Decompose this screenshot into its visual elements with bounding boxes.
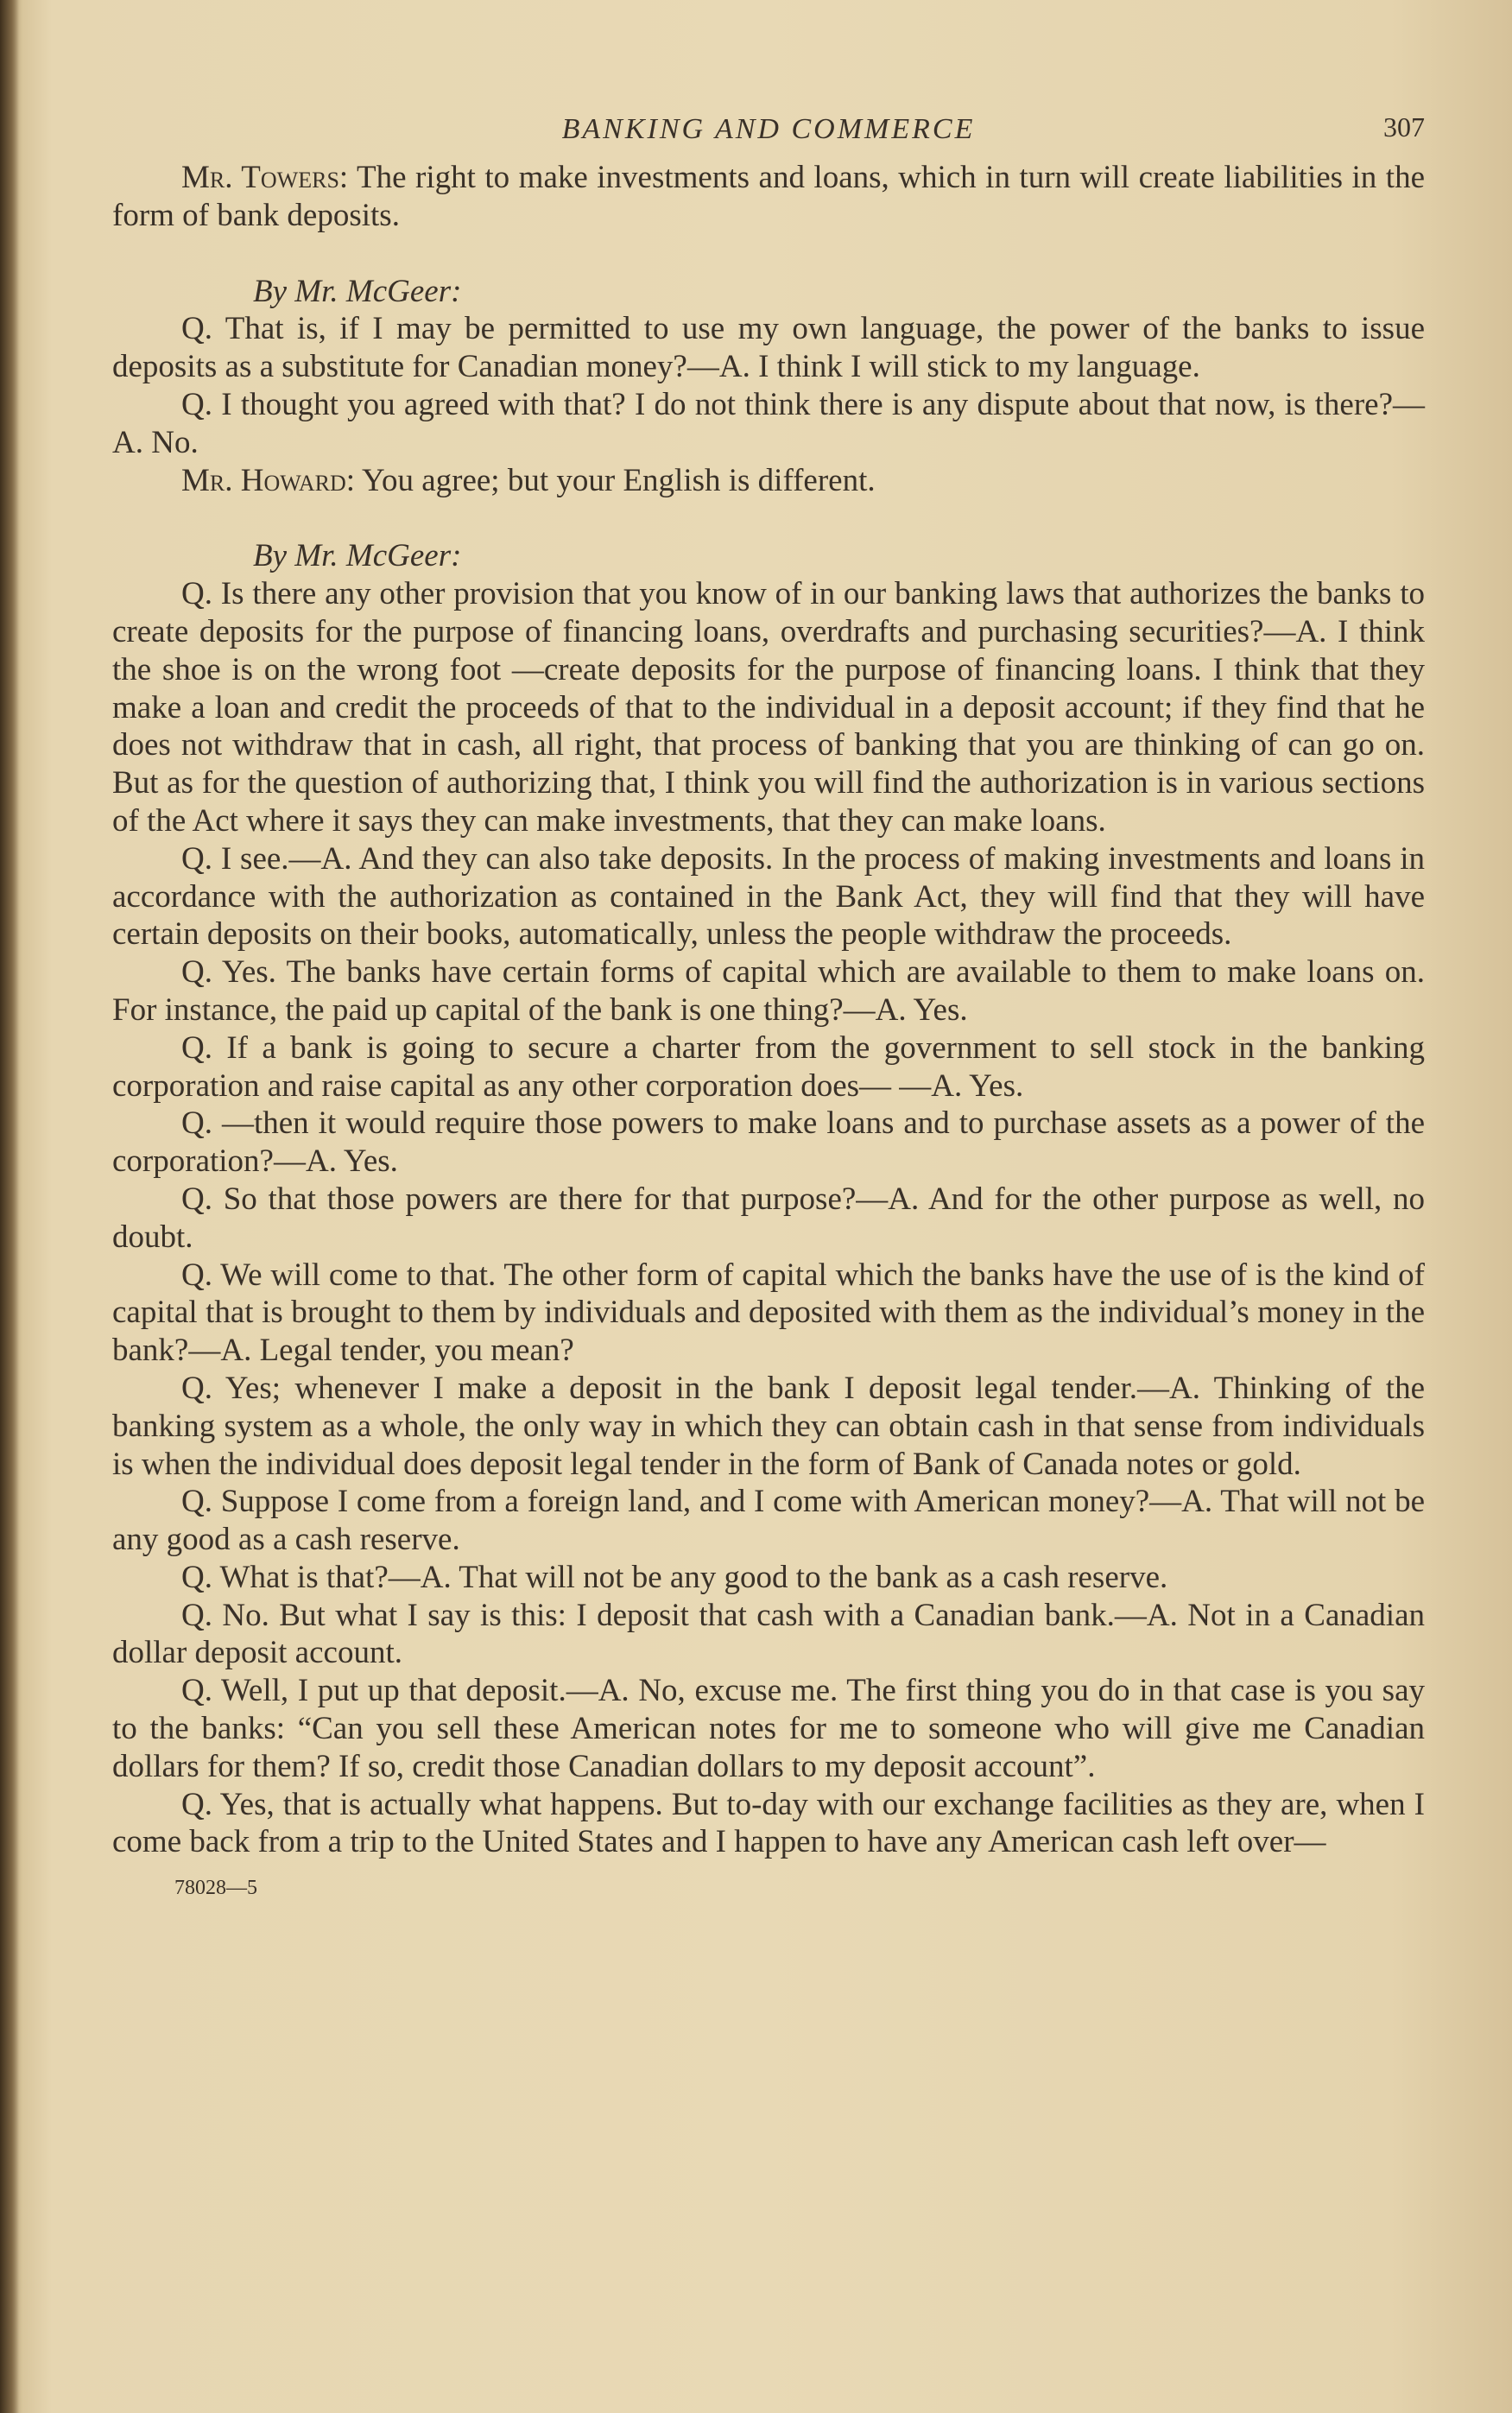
page-text-block (112, 102, 1425, 1908)
paragraph: Q. Suppose I come from a foreign land, and I come with American money?—A. That will not be any good as a cash reserve. (112, 1484, 1425, 1558)
speaker-name: Mr. Howard (181, 462, 346, 498)
paragraph: Q. What is that?—A. That will not be any good to the bank as a cash reserve. (181, 1559, 1168, 1595)
print-code: 78028—5 (174, 1877, 257, 1900)
paragraph-text: : You agree; but your English is different. (345, 462, 876, 498)
paragraph (112, 159, 1425, 235)
page-header (112, 102, 1425, 159)
paragraph: Q. Yes. The banks have certain forms of capital which are available to them to make loans on. For instance, the paid up capital of the bank is one thing?—A. Yes. (112, 954, 1425, 1028)
examiner-heading: By Mr. McGeer: (253, 273, 462, 309)
paragraph: Q. I thought you agreed with that? I do not think there is any dispute about that now, is there?—A. No. (112, 386, 1425, 460)
paragraph: Q. No. But what I say is this: I deposit that cash with a Canadian bank.—A. Not in a Canadian dollar deposit account. (112, 1597, 1425, 1671)
running-head: BANKING AND COMMERCE (561, 113, 976, 145)
paragraph: Q. So that those powers are there for that purpose?—A. And for the other purpose as well, no doubt. (112, 1181, 1425, 1255)
page-number: 307 (1383, 111, 1425, 142)
paragraph: Q. If a bank is going to secure a charter from the government to sell stock in the banking corporation and raise capital as any other corporation does— —A. Yes. (112, 1029, 1425, 1104)
speaker-name: Mr. Towers (181, 160, 339, 195)
paragraph: Q. I see.—A. And they can also take deposits. In the process of making investments and loans in accordance with the authorization as contained in the Bank Act, they will find that they will have certain deposits on their books, automatically, unless the people withdraw the proceeds. (112, 840, 1425, 953)
paragraph: Q. That is, if I may be permitted to use my own language, the power of the banks to issue deposits as a substitute for Canadian money?—A. I think I will stick to my language. (112, 311, 1425, 385)
paragraph: Q. We will come to that. The other form of capital which the banks have the use of is the kind of capital that is brought to them by individuals and deposited with them as the individual’s money in the bank?—A. Legal tender, you mean? (112, 1257, 1425, 1369)
examiner-heading: By Mr. McGeer: (253, 538, 462, 574)
paragraph: Q. Well, I put up that deposit.—A. No, excuse me. The first thing you do in that case is you say to the banks: “Can you sell these American notes for me to someone who will give me Canadian dollars for them? If so, credit those Canadian dollars to my deposit account”. (112, 1673, 1425, 1784)
paragraph: Q. Is there any other provision that you know of in our banking laws that authorizes the banks to create deposits for the purpose of financing loans, overdrafts and purchasing securities?—A. I think the shoe is on the wrong foot —create deposits for the purpose of financing loans. I think that they make a loan and credit the proceeds of that to the individual in a deposit account; if they find that he does not withdraw that in cash, all right, that process of banking that you are thinking of can go on. But as for the question of authorizing that, I think you will find the authorization is in various sections of the Act where it says they can make investments, that they can make loans. (112, 576, 1425, 839)
paragraph: Q. Yes, that is actually what happens. But to-day with our exchange facilities as they are, when I come back from a trip to the United States and I happen to have any American cash left over— (112, 1786, 1425, 1860)
paragraph: Q. Yes; whenever I make a deposit in the bank I deposit legal tender.—A. Thinking of the banking system as a whole, the only way in which they can obtain cash in that sense from individuals is when the individual does deposit legal tender in the form of Bank of Canada notes or gold. (112, 1370, 1425, 1482)
page-binding-edge (0, 0, 19, 2413)
paragraph (112, 462, 1425, 500)
paragraph: Q. —then it would require those powers to make loans and to purchase assets as a power of the corporation?—A. Yes. (112, 1105, 1425, 1180)
paragraph-text: : The right to make investments and loans, which in turn will create liabilities in the form of bank deposits. (112, 160, 1425, 233)
